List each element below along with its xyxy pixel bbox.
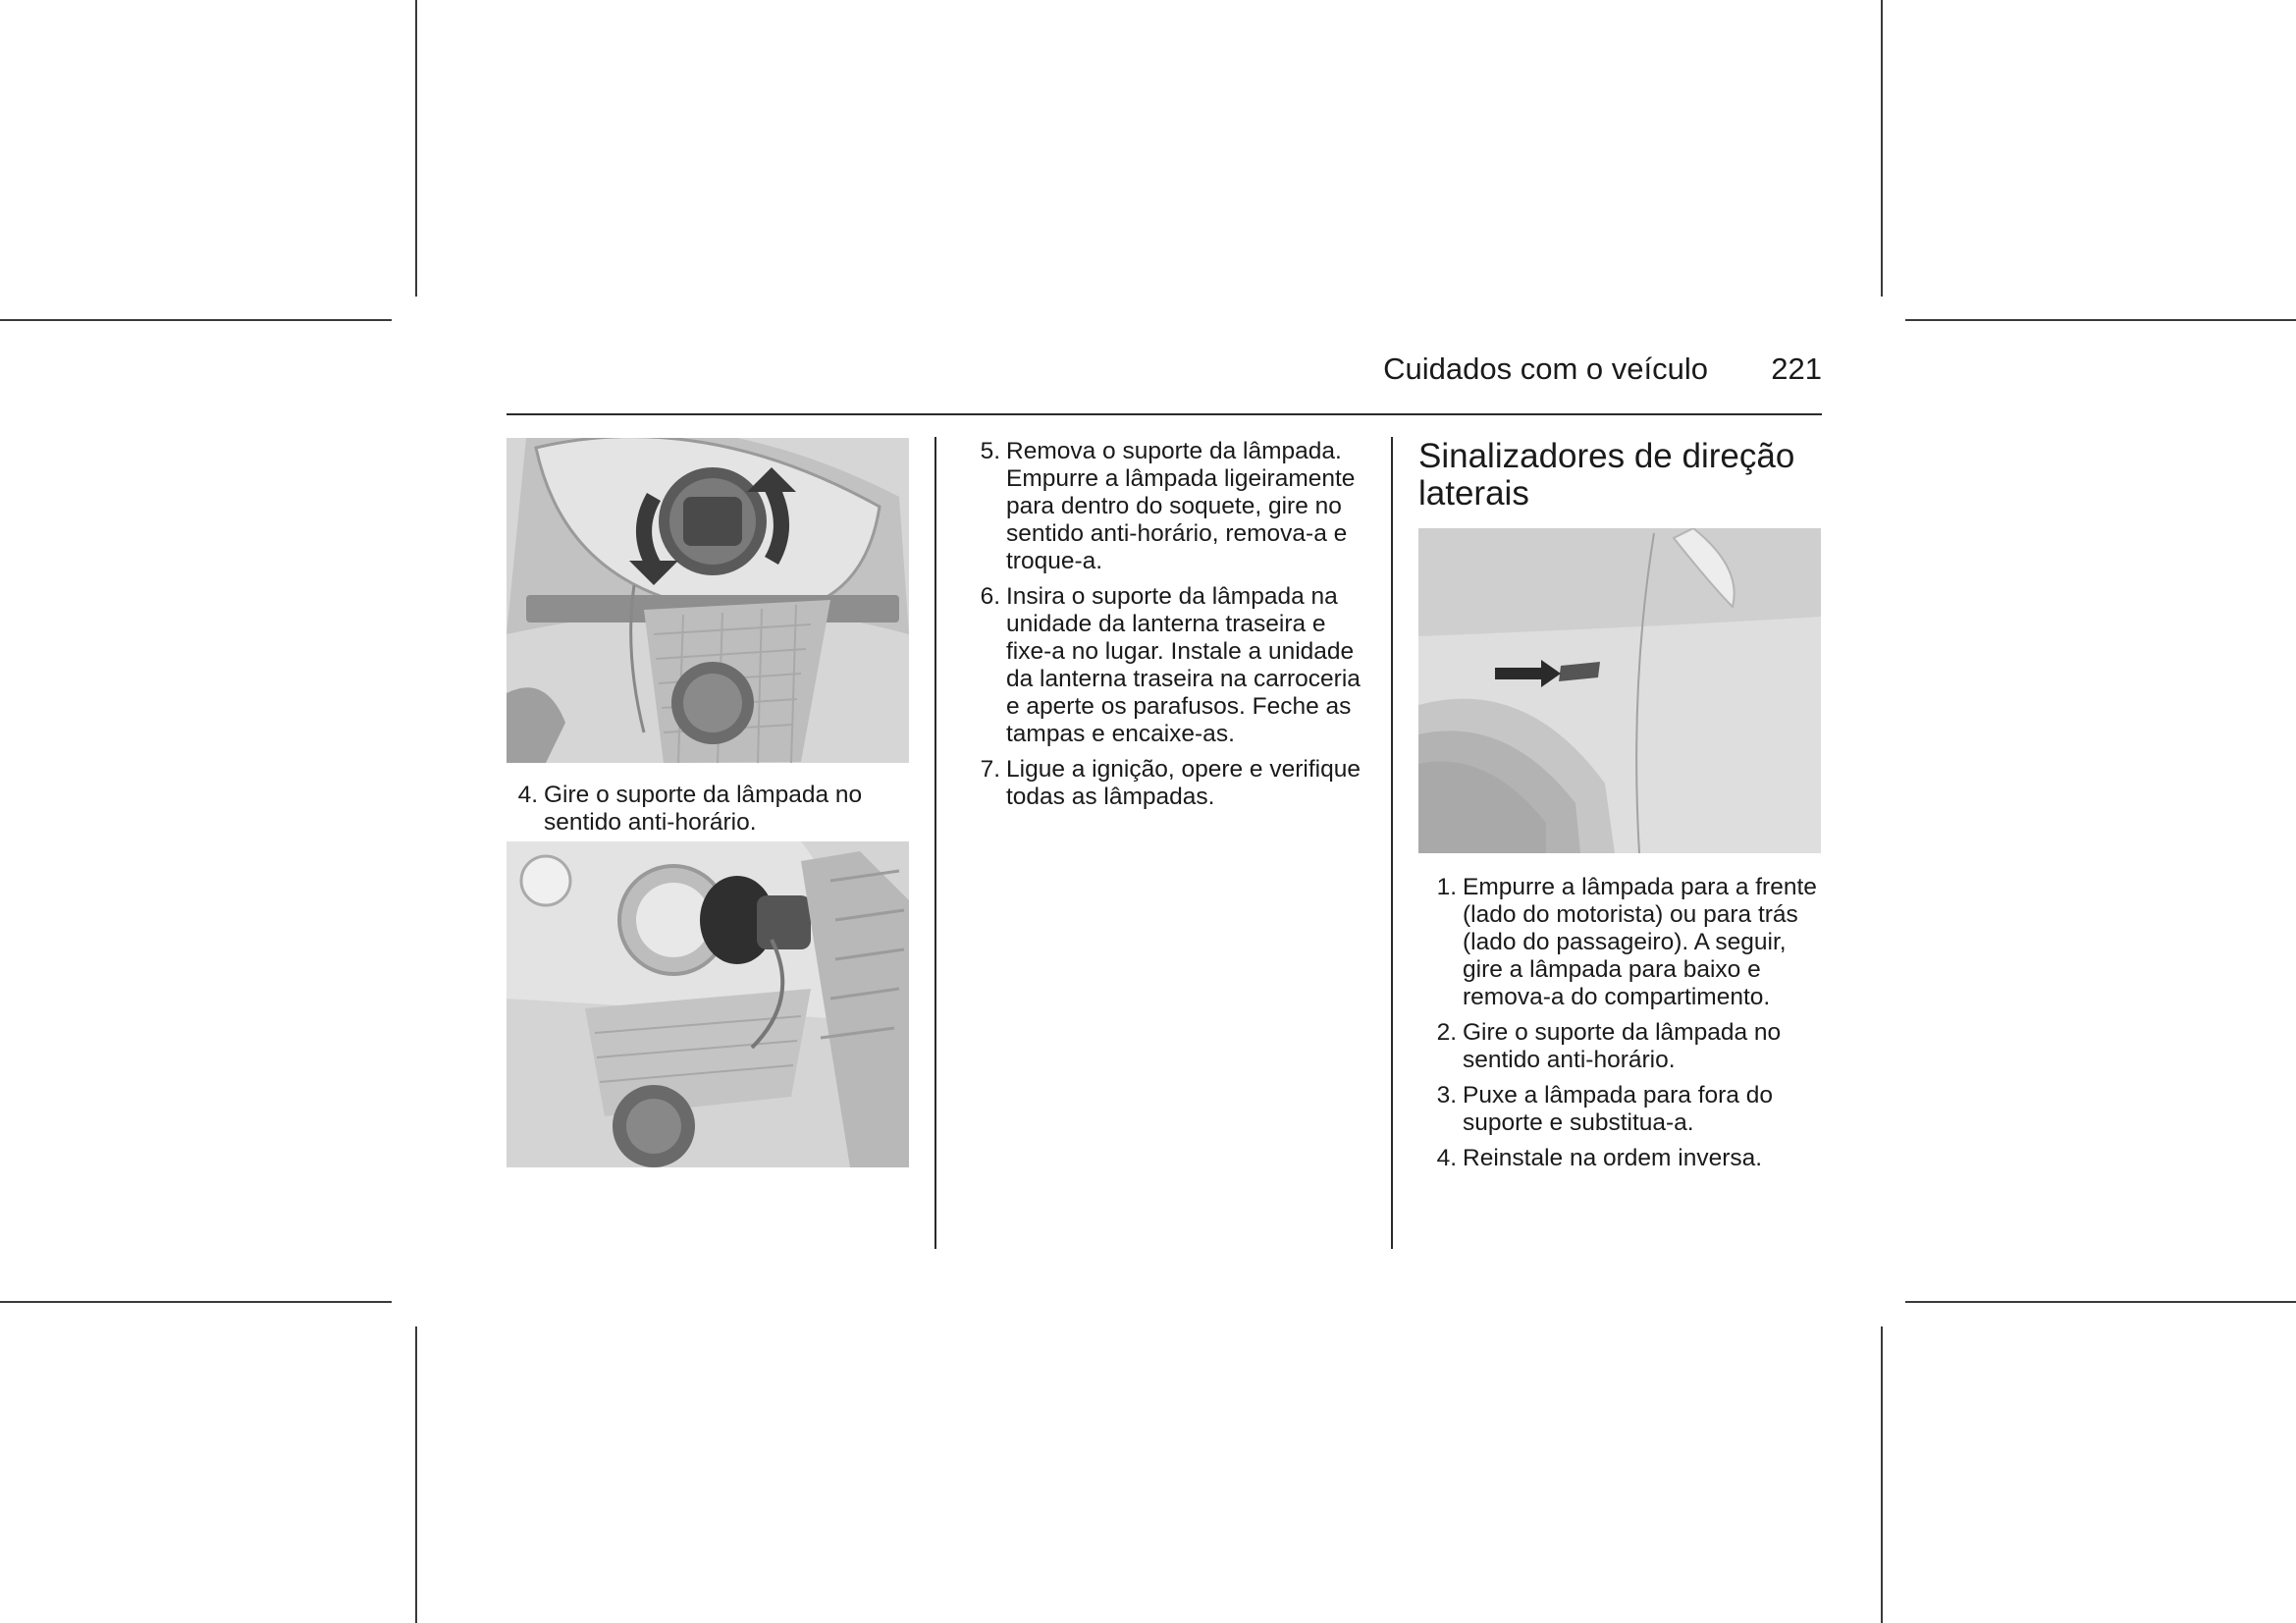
step-text: Reinstale na ordem inversa. [1463,1145,1763,1171]
step-number: 4. [1436,1145,1457,1171]
step-list-middle [969,438,1371,819]
crop-mark [1905,1301,2296,1303]
side-turn-signal-location-illustration [1418,528,1821,853]
crop-mark [0,1301,392,1303]
step-text: Gire o suporte da lâmpada no sentido anti-horário. [544,782,863,836]
step-number: 5. [980,438,1000,464]
taillight-illustration-svg [507,438,909,763]
bulb-removal-svg [507,841,909,1167]
crop-mark [415,0,417,297]
list-item [969,438,1371,575]
taillight-bulb-holder-rotate-illustration [507,438,909,763]
step-list-left [507,782,909,844]
step-text: Insira o suporte da lâmpada na unidade da lanterna traseira e fixe-a no lugar. Instale a unidade da lanterna traseira na carroceria e aperte os parafusos. Feche as tampas e encaixe-as. [1006,583,1361,747]
list-item [1425,1082,1828,1137]
section-title: Sinalizadores de direção laterais [1418,437,1795,513]
taillight-bulb-removal-illustration [507,841,909,1167]
crop-mark [1905,319,2296,321]
step-text: Gire o suporte da lâmpada no sentido anti-horário. [1463,1019,1782,1073]
list-item [507,782,909,837]
list-item [969,756,1371,811]
step-number: 7. [980,756,1000,783]
step-number: 6. [980,583,1000,610]
page-number: 221 [1771,352,1822,386]
step-number: 1. [1436,874,1457,900]
crop-mark [1881,0,1883,297]
step-text: Remova o suporte da lâmpada. Empurre a lâmpada ligeiramente para dentro do soquete, gire no sentido anti-horário, remova-a e troque-a. [1006,438,1356,574]
column-divider [934,437,936,1249]
list-item [969,583,1371,748]
crop-mark [1881,1326,1883,1623]
list-item [1425,1019,1828,1074]
step-number: 3. [1436,1082,1457,1109]
step-text: Ligue a ignição, opere e verifique todas as lâmpadas. [1006,756,1361,810]
step-text: Empurre a lâmpada para a frente (lado do motorista) ou para trás (lado do passageiro). A seguir, gire a lâmpada para baixo e remova-a do compartimento. [1463,874,1817,1010]
crop-mark [415,1326,417,1623]
step-number: 2. [1436,1019,1457,1046]
crop-mark [0,319,392,321]
list-item [1425,874,1828,1011]
list-item [1425,1145,1828,1172]
running-header-title: Cuidados com o veículo [1383,352,1708,386]
column-divider [1391,437,1393,1249]
side-signal-svg [1418,528,1821,853]
step-number: 4. [517,782,538,808]
step-text: Puxe a lâmpada para fora do suporte e substitua-a. [1463,1082,1773,1136]
header-rule [507,413,1822,415]
step-list-right [1425,874,1828,1180]
